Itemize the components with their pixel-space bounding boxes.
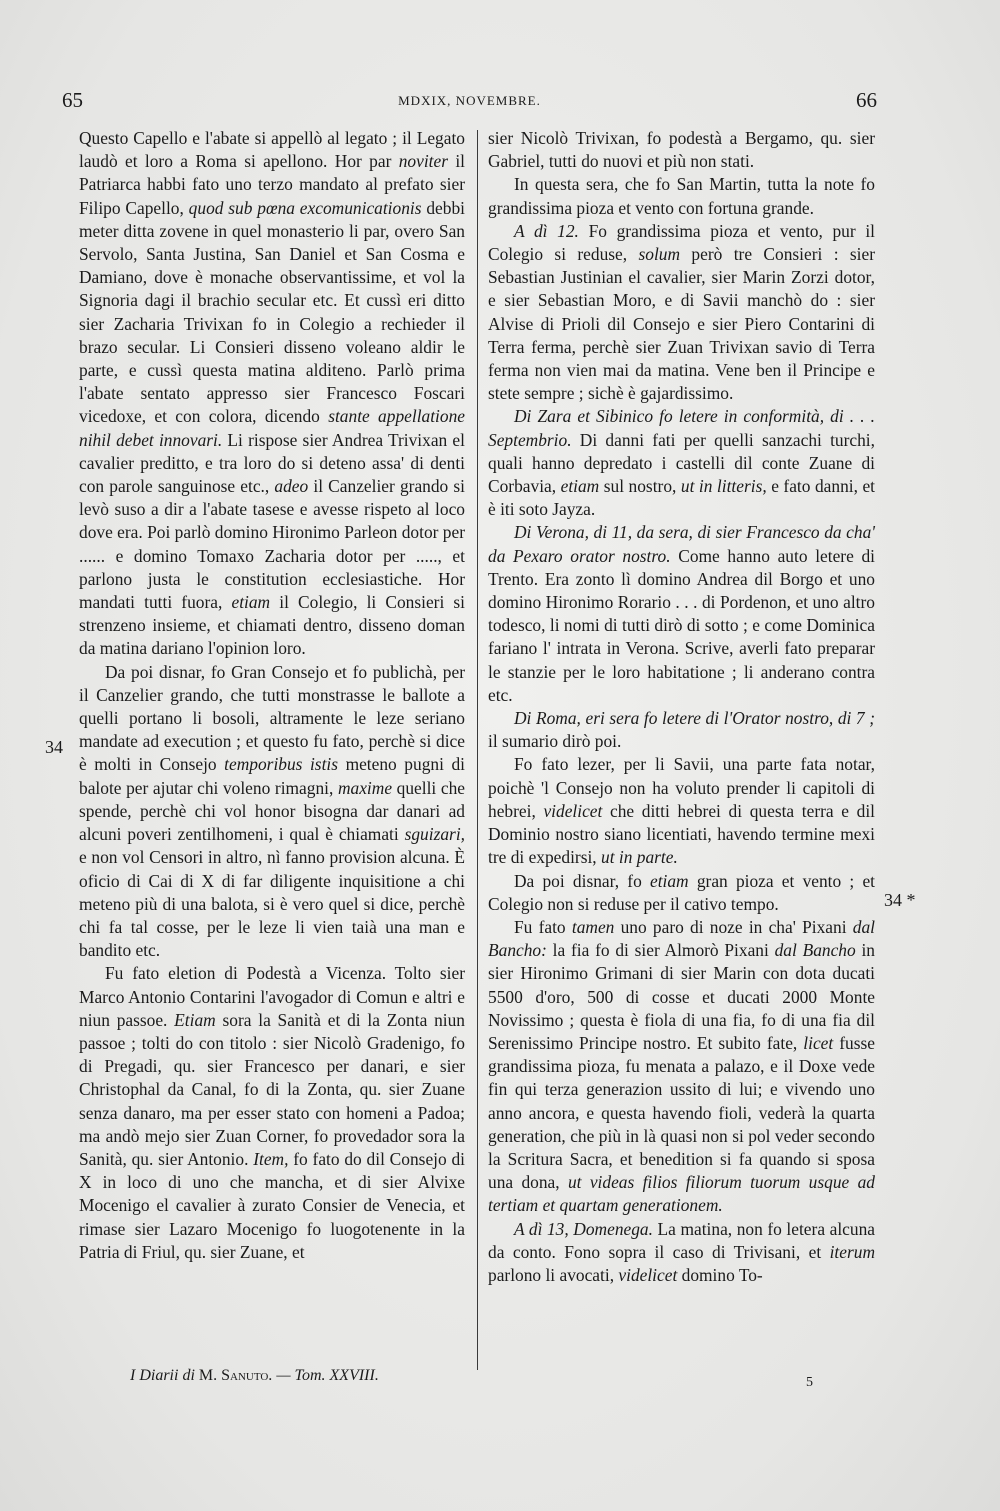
page-header (62, 88, 877, 112)
right-column (488, 127, 875, 1287)
column-divider (477, 130, 478, 1370)
paragraph: Fu fato tamen uno paro di noze in cha' Pixani dal Bancho: la fia fo di sier Almorò Pixani dal Bancho in sier Hironimo Grimani di sier Marin con dota ducati 5500 d'oro, 500 di cosse et ducati 2000 Monte Novissimo ; questa è fiola di una fia, fo di una fia dil Serenissimo Principe nostro. Et subito fate, licet fusse grandissima pioza, fu menata a palazo, e il Doxe vede fin qui terza generazion ussito di lui; e vivendo uno anno ancora, e questa havendo fioli, vederà la quarta generation, che più in là quasi non si pol veder secondo la Scritura Sacra, et benedition si fa quando si sposa una dona, ut videas filios filiorum tuorum usque ad tertiam et quartam generationem. (488, 916, 875, 1216)
paragraph: Da poi disnar, fo Gran Consejo et fo publichà, per il Canzelier grando, che tutti monstrasse le ballote a quelli portano li bosoli, altramente le leze seriano mandate ad execution ; et questo fu fato, perchè si dice è molti in Consejo temporibus istis meteno pugni di balote per ajutar chi voleno rimagni, maxime quelli che spende, perchè chi vol honor bisogna dar danari ad alcuni poveri zentilhomeni, i qual è chiamati sguizari, e non vol Censori in altro, nì fanno provision alcuna. È oficio di Cai di X di far diligente inquisitione a chi meteno più di una balota, si è vero quel si dice, perchè chi fa tal cosse, per le leze li vien taià una man e bandito etc. (79, 661, 465, 961)
paragraph: Di Verona, di 11, da sera, di sier Francesco da cha' da Pexaro orator nostro. Come hanno auto letere di Trento. Era zonto lì domino Andrea dil Borgo et uno domino Hironimo Rorario . . . di Pordenon, et uno altro todesco, li nomi di tutti dirò di sotto ; e come Dominica fariano l' intrata in Verona. Scrive, averli fato preparar le stanzie per le loro habitatione ; li anderano contra etc. (488, 522, 875, 705)
paragraph: In questa sera, che fo San Martin, tutta la note fo grandissima pioza et vento con fortuna grande. (488, 174, 875, 218)
paragraph: Di Roma, eri sera fo letere di l'Orator nostro, di 7 ; il sumario dirò poi. (488, 708, 875, 752)
left-column (79, 127, 465, 1264)
paragraph: A dì 13, Domenega. La matina, non fo letera alcuna da conto. Fono sopra il caso di Trivisani, et iterum parlono li avocati, videlicet domino To- (488, 1218, 875, 1285)
running-title: MDXIX, NOVEMBRE. (398, 93, 541, 108)
paragraph: Questo Capello e l'abate si appellò al legato ; il Legato laudò et loro a Roma si apellono. Hor par noviter il Patriarca habbi fato uno terzo mandato al prefato sier Filipo Capello, quod sub pœna excomunicationis debbi meter ditta zovene in quel monasterio li par, overo San Servolo, Santa Justina, San Daniel et San Cosma e Damiano, dove è monache observantissime, et vol la Signoria dagi il brachio secular etc. Et cussì eri ditto sier Zacharia Trivixan fo in Colegio a rechieder il brazo secular. Li Consieri disseno voleano aldir le parte, e cussì questa matina alditeno. Parlò prima l'abate sentato appresso sier Francesco Foscari vicedoxe, et con colora, dicendo stante appellatione nihil debet innovari. Li rispose sier Andrea Trivixan el cavalier preditto, e tra loro do si deteno assa' di denti con parole sanguinose etc., adeo il Canzelier grando si levò suso a dir a l'abate tasese e avesse rispeto al loco dove era. Poi parlò domino Hironimo Parleon dotor per ...... e domino Tomaxo Zacharia dotor per ....., et parlono justa le constitution ecclesiastiche. Hor mandati tutti fuora, etiam il Colegio, li Consieri si strenzeno insieme, et chiamati dentro, disseno doman da matina dariano l'opinion loro. (79, 128, 466, 659)
paragraph: Da poi disnar, fo etiam gran pioza et vento ; et Colegio non si reduse per il cativo tempo. (488, 870, 876, 914)
paragraph: sier Nicolò Trivixan, fo podestà a Bergamo, qu. sier Gabriel, tutti do nuovi et più non stati. (488, 128, 875, 172)
page-number-left: 65 (62, 88, 83, 112)
paragraph: Fu fato eletion di Podestà a Vicenza. Tolto sier Marco Antonio Contarini l'avogador di Comun e altri e niun passoe. Etiam sora la Sanità et di la Zonta niun passoe ; tolti do con titolo : sier Nicolò Gradenigo, fo di Pregadi, qu. sier Francesco per danari, e sier Christophal da Canal, fo di la Zonta, qu. sier Zuane senza danaro, ma per esser stato con homeni a Padoa; ma andò mejo sier Zuan Corner, fo provedador sora la Sanità, qu. sier Antonio. Item, fo fato do dil Consejo di X in loco di uno che mancha, et di sier Alvixe Mocenigo el cavalier à zurato Consier de Venecia, et rimase sier Lazaro Mocenigo fo luogotenente in la Patria di Friul, qu. sier Zuane, et (79, 963, 466, 1262)
paragraph: Fo fato lezer, per li Savii, una parte fata notar, poichè 'l Consejo non ha voluto prender li capitoli di hebrei, videlicet che ditti hebrei di questa terra e dil Dominio nostro siano licentiati, havendo termine mexi tre di expedirsi, ut in parte. (488, 754, 875, 868)
margin-reference-left: 34 (45, 737, 63, 757)
footer-title: I Diarii di M. Sanuto. — Tom. XXVIII. (130, 1367, 379, 1384)
paragraph: A dì 12. Fo grandissima pioza et vento, pur il Colegio si reduse, solum però tre Consieri : sier Sebastian Justinian el cavalier, sier Marin Zorzi dotor, e sier Sebastian Moro, e di Savii manchò do : sier Alvise di Prioli dil Consejo e sier Piero Contarini di Terra ferma, perchè sier Zuan Trivixan savio di Terra ferma non vien mai da matina. Vene ben il Principe e stete sempre ; sichè è gajardissimo. (488, 220, 875, 404)
margin-reference-right: 34 * (884, 890, 916, 910)
signature-mark: 5 (806, 1375, 813, 1390)
page-number-right: 66 (856, 88, 877, 112)
paragraph: Di Zara et Sibinico fo letere in conformità, di . . . Septembrio. Di danni fati per quelli sanzachi turchi, quali hanno depredato i castelli dil conte Zuane di Corbavia, etiam sul nostro, ut in litteris, e fato danni, et è iti soto Jayza. (488, 406, 875, 520)
